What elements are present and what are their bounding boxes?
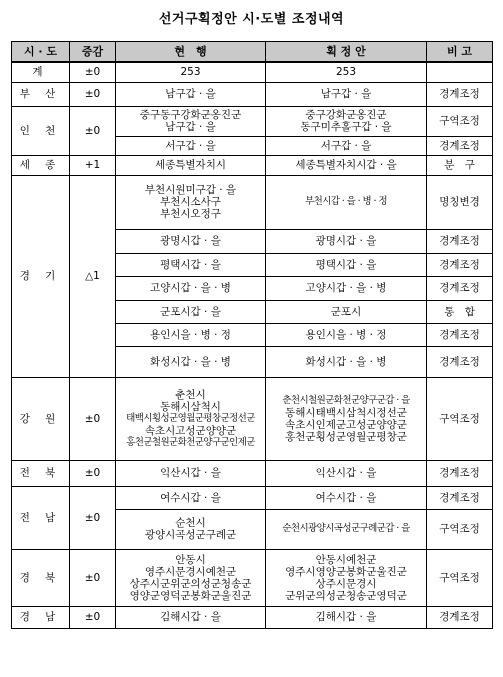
page-title: 선거구획정안 시·도별 조정내역	[158, 12, 345, 27]
current-cell	[116, 229, 266, 253]
proposed-line: 세종특별자치시갑 · 을	[295, 159, 397, 171]
current-line: 광양시곡성군구례군	[144, 529, 237, 541]
note-cell	[427, 62, 493, 82]
current-line: 부천시오정구	[160, 208, 221, 220]
proposed-line: 253	[335, 66, 357, 79]
proposed-cell	[266, 509, 427, 549]
change-cell: ±0	[70, 82, 116, 106]
current-line: 부천시원미구갑 · 을	[144, 184, 237, 196]
table-body	[12, 62, 493, 628]
note-cell: 경계조정	[427, 323, 493, 346]
change-cell: ±0	[70, 106, 116, 155]
header-note: 비 고	[427, 42, 493, 63]
current-line: 고양시갑 · 을 · 병	[150, 282, 231, 294]
proposed-line: 동해시태백시삼척시정선군	[285, 406, 407, 419]
change-cell: ±0	[70, 549, 116, 606]
table-row	[12, 377, 493, 460]
current-line: 서구갑 · 을	[165, 139, 216, 152]
proposed-cell	[266, 460, 427, 486]
current-cell	[116, 323, 266, 346]
table-row	[12, 549, 493, 606]
table-row	[12, 155, 493, 175]
note-cell: 경계조정	[427, 346, 493, 377]
proposed-line: 홍천군횡성군영월군평창군	[285, 430, 407, 443]
proposed-line: 남구갑 · 을	[320, 88, 372, 100]
note-cell: 명칭변경	[427, 175, 493, 229]
current-line: 남구갑 · 을	[165, 121, 216, 133]
proposed-cell	[266, 106, 427, 136]
proposed-line: 속초시인제군고성군양양군	[285, 418, 407, 431]
proposed-line: 화성시갑 · 을 · 병	[305, 355, 387, 368]
proposed-line: 서구갑 · 을	[320, 139, 372, 152]
change-cell: △1	[70, 175, 116, 377]
current-line: 태백시횡성군영월군평창군정선군	[126, 412, 255, 424]
current-line: 동해시삼척시	[160, 400, 221, 413]
note-cell: 경계조정	[427, 229, 493, 253]
current-line: 부천시소사구	[160, 196, 221, 208]
proposed-cell	[266, 377, 427, 460]
change-cell: ±0	[70, 606, 116, 628]
current-line: 군포시갑 · 을	[160, 305, 221, 318]
current-cell	[116, 300, 266, 323]
current-line: 광명시갑 · 을	[160, 235, 221, 247]
current-line: 화성시갑 · 을 · 병	[150, 355, 231, 368]
current-line: 상주시군위군의성군청송군	[129, 577, 252, 590]
table-row	[12, 606, 493, 628]
region-cell: 계	[12, 62, 70, 82]
current-cell	[116, 486, 266, 509]
region-cell: 경 남	[12, 606, 70, 628]
proposed-line: 용인시을 · 병 · 정	[305, 328, 387, 341]
proposed-line: 고양시갑 · 을 · 병	[305, 282, 387, 294]
proposed-cell	[266, 136, 427, 155]
current-cell	[116, 377, 266, 460]
region-cell: 세 종	[12, 155, 70, 175]
region-cell: 경 기	[12, 175, 70, 377]
proposed-line: 군위군의성군청송군영덕군	[285, 589, 407, 602]
proposed-line: 순천시광양시곡성군구례군갑 · 을	[282, 523, 410, 534]
current-cell	[116, 155, 266, 175]
note-cell: 구역조정	[427, 106, 493, 136]
proposed-line: 김해시갑 · 을	[315, 611, 377, 623]
table-row	[12, 106, 493, 136]
proposed-cell	[266, 486, 427, 509]
proposed-line: 부천시갑 · 을 · 병 · 정	[305, 196, 387, 207]
note-cell: 구역조정	[427, 377, 493, 460]
proposed-cell	[266, 229, 427, 253]
proposed-cell	[266, 346, 427, 377]
current-line: 순천시	[175, 517, 206, 529]
current-line: 253	[180, 66, 201, 79]
current-line: 영양군영덕군봉화군울진군	[129, 589, 252, 602]
table-row	[12, 82, 493, 106]
header-proposed: 획 정 안	[266, 42, 427, 63]
region-cell: 부 산	[12, 82, 70, 106]
header-change: 증감	[70, 42, 116, 63]
current-cell	[116, 136, 266, 155]
region-cell: 강 원	[12, 377, 70, 460]
note-cell: 경계조정	[427, 136, 493, 155]
current-line: 용인시을 · 병 · 정	[150, 328, 231, 341]
change-cell: +1	[70, 155, 116, 175]
proposed-cell	[266, 82, 427, 106]
proposed-cell	[266, 276, 427, 300]
change-cell: ±0	[70, 486, 116, 549]
proposed-cell	[266, 253, 427, 276]
region-cell: 경 북	[12, 549, 70, 606]
current-line: 세종특별자치시	[154, 159, 226, 171]
current-cell	[116, 62, 266, 82]
current-line: 여수시갑 · 을	[160, 491, 221, 504]
current-cell	[116, 276, 266, 300]
current-cell	[116, 606, 266, 628]
proposed-cell	[266, 300, 427, 323]
proposed-line: 평택시갑 · 을	[315, 258, 377, 271]
current-line: 안동시	[175, 553, 206, 566]
note-cell: 구역조정	[427, 549, 493, 606]
header-region: 시 · 도	[12, 42, 70, 63]
proposed-line: 익산시갑 · 을	[315, 467, 377, 479]
proposed-line: 중구강화군옹진군	[305, 109, 387, 121]
current-line: 홍천군철원군화천군양구군인제군	[126, 436, 255, 448]
note-cell: 경계조정	[427, 606, 493, 628]
note-cell: 경계조정	[427, 253, 493, 276]
table-header-row	[12, 42, 493, 63]
current-line: 영주시문경시예천군	[144, 565, 237, 578]
proposed-line: 춘천시철원군화천군양구군갑 · 을	[282, 394, 410, 406]
proposed-line: 광명시갑 · 을	[315, 235, 377, 247]
current-line: 평택시갑 · 을	[160, 258, 221, 271]
proposed-cell	[266, 323, 427, 346]
table-row	[12, 175, 493, 229]
current-cell	[116, 549, 266, 606]
proposed-cell	[266, 549, 427, 606]
current-cell	[116, 253, 266, 276]
note-cell: 경계조정	[427, 276, 493, 300]
proposed-line: 군포시	[330, 305, 362, 318]
proposed-line: 상주시문경시	[315, 577, 377, 590]
proposed-cell	[266, 62, 427, 82]
region-cell: 인 천	[12, 106, 70, 155]
header-current: 현 행	[116, 42, 266, 63]
current-cell	[116, 509, 266, 549]
current-line: 속초시고성군양양군	[144, 424, 237, 437]
change-cell: ±0	[70, 460, 116, 486]
current-cell	[116, 460, 266, 486]
proposed-cell	[266, 155, 427, 175]
note-cell: 통 합	[427, 300, 493, 323]
current-line: 남구갑 · 을	[165, 88, 216, 100]
current-line: 춘천시	[175, 388, 206, 401]
note-cell: 경계조정	[427, 460, 493, 486]
region-cell: 전 남	[12, 486, 70, 549]
note-cell: 경계조정	[427, 486, 493, 509]
region-cell: 전 북	[12, 460, 70, 486]
note-cell: 분 구	[427, 155, 493, 175]
current-line: 중구동구강화군옹진군	[139, 109, 242, 121]
current-cell	[116, 346, 266, 377]
current-cell	[116, 175, 266, 229]
current-cell	[116, 82, 266, 106]
change-cell: ±0	[70, 62, 116, 82]
note-cell: 구역조정	[427, 509, 493, 549]
proposed-line: 여수시갑 · 을	[315, 491, 377, 504]
proposed-line: 영주시영양군봉화군울진군	[285, 565, 407, 578]
current-cell	[116, 106, 266, 136]
adjustment-table	[11, 41, 493, 629]
table-row	[12, 62, 493, 82]
table-row	[12, 486, 493, 509]
proposed-line: 안동시예천군	[315, 553, 377, 566]
proposed-cell	[266, 175, 427, 229]
note-cell: 경계조정	[427, 82, 493, 106]
proposed-line: 동구미추홀구갑 · 을	[300, 121, 392, 133]
proposed-cell	[266, 606, 427, 628]
table-row	[12, 460, 493, 486]
current-line: 김해시갑 · 을	[160, 611, 221, 623]
current-line: 익산시갑 · 을	[160, 467, 221, 479]
change-cell: ±0	[70, 377, 116, 460]
